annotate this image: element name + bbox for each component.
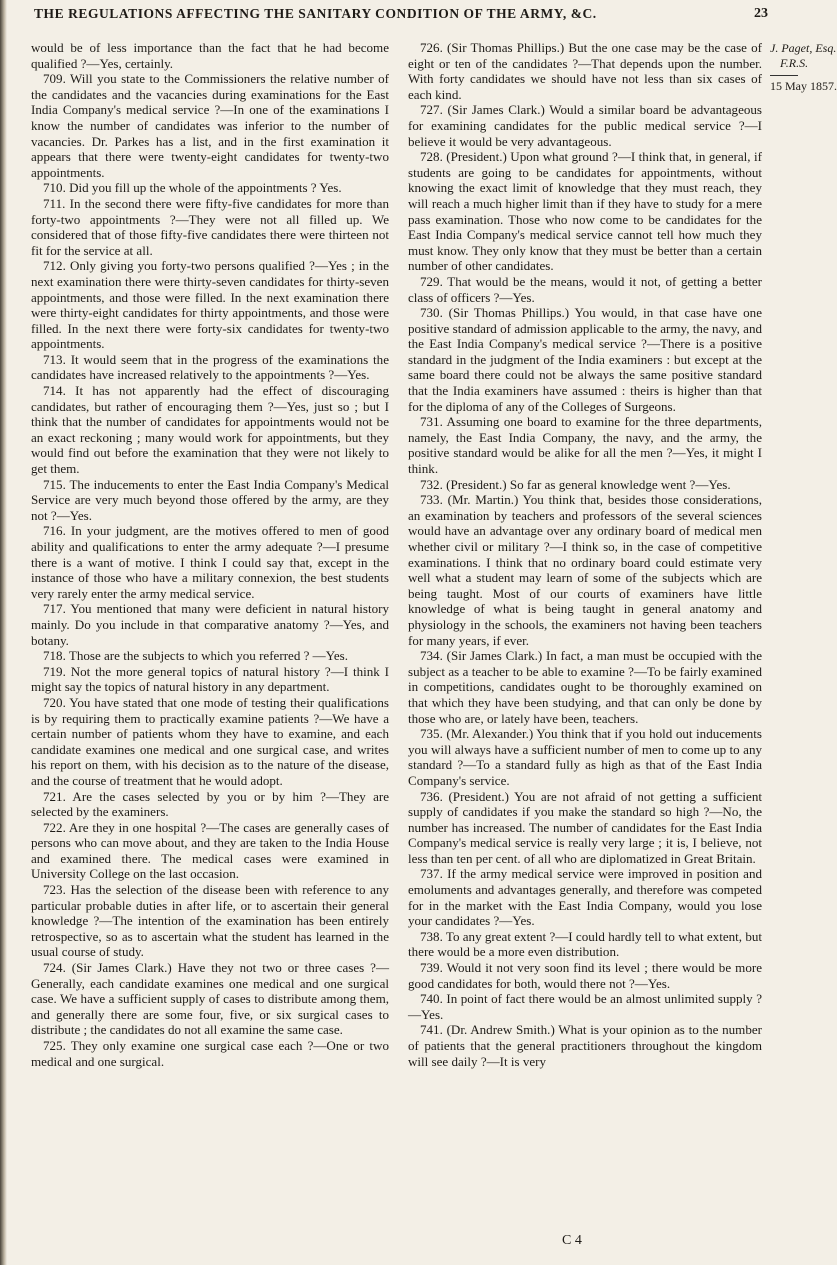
testimony-paragraph: 724. (Sir James Clark.) Have they not two or three cases ?—Generally, each candidate examines one medical and one surgical case. We have a sufficient supply of cases to distribute among them, and generally there are some four, five, or six surgical cases to distribute ; the candidates do not all examine the same case. (31, 960, 389, 1038)
left-column (31, 40, 389, 1069)
margin-note (770, 41, 837, 94)
testimony-paragraph: 731. Assuming one board to examine for the three departments, namely, the East India Company, the navy, and the army, the positive standard would be alike for all the men ?—Yes, it might I think. (408, 414, 762, 477)
testimony-paragraph: 713. It would seem that in the progress of the examinations the candidates have increased relatively to the appointments ?—Yes. (31, 351, 389, 383)
testimony-paragraph: 736. (President.) You are not afraid of not getting a sufficient supply of candidates if you make the standard so high ?—No, the number has increased. The number of candidates for the East India Company's medical service is really very large ; it is, I believe, not less than ten per cent. of all who are diplomatized in Great Britain. (408, 788, 762, 866)
running-header (28, 6, 782, 32)
testimony-paragraph: 738. To any great extent ?—I could hardly tell to what extent, but there would be a more even distribution. (408, 928, 762, 960)
testimony-paragraph: 727. (Sir James Clark.) Would a similar board be advantageous for examining candidates for the public medical service ?—I believe it would be very advantageous. (408, 102, 762, 149)
witness-name: J. Paget, Esq. (770, 41, 837, 55)
margin-divider (770, 75, 798, 76)
testimony-paragraph: 709. Will you state to the Commissioners the relative number of the candidates and the vacancies during examinations for the East India Company's medical service ?—In one of the examinations I know the number of candidates was inferior to the number of vacancies. Dr. Parkes has a list, and in the first examination it appears that there were twenty-eight candidates for twenty-two appointments. (31, 71, 389, 180)
testimony-paragraph: 719. Not the more general topics of natural history ?—I think I might say the topics of natural history in any department. (31, 663, 389, 695)
testimony-paragraph: 721. Are the cases selected by you or by him ?—They are selected by the examiners. (31, 788, 389, 820)
signature-mark: C 4 (562, 1233, 582, 1248)
testimony-date: 15 May 1857. (770, 79, 837, 93)
book-spine-shadow (0, 0, 7, 1265)
testimony-paragraph: 722. Are they in one hospital ?—The cases are generally cases of persons who can move about, and they are taken to the India House and examined there. The medical cases were examined in University College on the last occasion. (31, 819, 389, 882)
testimony-paragraph: would be of less importance than the fact that he had become qualified ?—Yes, certainly. (31, 40, 389, 71)
right-column (408, 40, 762, 1069)
testimony-paragraph: 710. Did you fill up the whole of the appointments ? Yes. (43, 180, 342, 196)
testimony-paragraph: 718. Those are the subjects to which you referred ? —Yes. (43, 648, 348, 664)
testimony-paragraph: 733. (Mr. Martin.) You think that, besides those considerations, an examination by teachers and professors of the several sciences would have an advantage over any ordinary board of medical men whether civil or military ?—I think so, in the case of competitive examinations. I think that no ordinary board could estimate very well what a student may learn of some of the subjects which are being taught. Most of our courts of examiners have little knowledge of what is being taught in general anatomy and physiology in the schools, the examiners not having been teachers for many years, if ever. (408, 492, 762, 648)
testimony-paragraph: 740. In point of fact there would be an almost unlimited supply ?—Yes. (408, 991, 762, 1022)
testimony-paragraph: 734. (Sir James Clark.) In fact, a man must be occupied with the subject as a teacher to be able to examine ?—To be fairly examined in competitions, candidates ought to be thoroughly examined on that which they have been studying, and that can only be done by those who are, or lately have been, teachers. (408, 648, 762, 726)
testimony-paragraph: 714. It has not apparently had the effect of discouraging candidates, but rather of encouraging them ?—Yes, just so ; but I think that the number of candidates for appointments would not be an exact reckoning ; many would work for appointments, but they would find out before the examination that they were not likely to get them. (31, 383, 389, 477)
testimony-paragraph: 729. That would be the means, would it not, of getting a better class of officers ?—Yes. (408, 273, 762, 305)
testimony-paragraph: 730. (Sir Thomas Phillips.) You would, in that case have one positive standard of admission applicable to the army, the navy, and the East India Company's medical service ?—There is a positive standard in the judgment of the India examiners : but except at the same board there could not be always the same positive standard that the India examiners have assumed : theirs is higher than that for the diploma of any of the Colleges of Surgeons. (408, 305, 762, 414)
running-title: THE REGULATIONS AFFECTING THE SANITARY CONDITION OF THE ARMY, &C. (34, 6, 597, 21)
testimony-paragraph: 732. (President.) So far as general knowledge went ?—Yes. (420, 476, 731, 492)
witness-credentials: F.R.S. (780, 56, 809, 70)
testimony-paragraph: 739. Would it not very soon find its level ; there would be more good candidates for both, would there not ?—Yes. (408, 960, 762, 991)
testimony-paragraph: 735. (Mr. Alexander.) You think that if you hold out inducements you will always have a sufficient number of men to come up to any standard ?—To a standard fully as high as that of the East India Company's service. (408, 726, 762, 788)
testimony-paragraph: 741. (Dr. Andrew Smith.) What is your opinion as to the number of patients that the general practitioners throughout the kingdom will see daily ?—It is very (408, 1022, 762, 1069)
testimony-paragraph: 737. If the army medical service were improved in position and emoluments and advantages generally, and therefore was competed for in the market with the East India Company, would you lose your candidates ?—Yes. (408, 866, 762, 929)
testimony-paragraph: 728. (President.) Upon what ground ?—I think that, in general, if students are going to be candidates for appointments, without knowing the exact limit of knowledge that they must reach, they will reach a much higher limit than if they have to study for a mere pass examination. Those who now come to be candidates for the East India Company's medical service cannot tell how much they must know. They only know that they must be better than a certain number of other candidates. (408, 149, 762, 274)
testimony-paragraph: 712. Only giving you forty-two persons qualified ?—Yes ; in the next examination there were thirty-seven candidates for thirty-seven appointments, and those were filled. In the next examination there were thirty-eight candidates for thirty appointments, and those were filled. In the next there were forty-six candidates for twenty-two appointments. (31, 258, 389, 352)
testimony-paragraph: 723. Has the selection of the disease been with reference to any particular probable duties in after life, or to ascertain their general knowledge ?—The intention of the examination has been entirely retrospective, so as to ascertain what the student has learned in the usual course of study. (31, 882, 389, 960)
testimony-paragraph: 716. In your judgment, are the motives offered to men of good ability and qualifications to enter the army adequate ?—I presume there is a want of motive. I think I could say that, except in the instance of those who have a military connexion, the best students very rarely enter the army medical service. (31, 523, 389, 601)
testimony-paragraph: 717. You mentioned that many were deficient in natural history mainly. Do you include in that comparative anatomy ?—Yes, and botany. (31, 601, 389, 648)
testimony-paragraph: 715. The inducements to enter the East India Company's Medical Service are very much beyond those offered by the army, are they not ?—Yes. (31, 476, 389, 523)
page-number: 23 (754, 6, 768, 21)
testimony-paragraph: 711. In the second there were fifty-five candidates for more than forty-two appointments ?—They were not all filled up. We considered that of those fifty-five candidates there were thirteen not fit for the service at all. (31, 195, 389, 258)
testimony-paragraph: 725. They only examine one surgical case each ?—One or two medical and one surgical. (31, 1038, 389, 1069)
testimony-paragraph: 726. (Sir Thomas Phillips.) But the one case may be the case of eight or ten of the candidates ?—That depends upon the number. With forty candidates we should have not less than six cases of each kind. (408, 40, 762, 102)
testimony-paragraph: 720. You have stated that one mode of testing their qualifications is by requiring them to practically examine patients ?—We have a certain number of patients whom they have to examine, and each candidate examines one medical and one surgical case, and writes his report on them, with his decision as to the nature of the disease, and the course of treatment that he would adopt. (31, 694, 389, 788)
